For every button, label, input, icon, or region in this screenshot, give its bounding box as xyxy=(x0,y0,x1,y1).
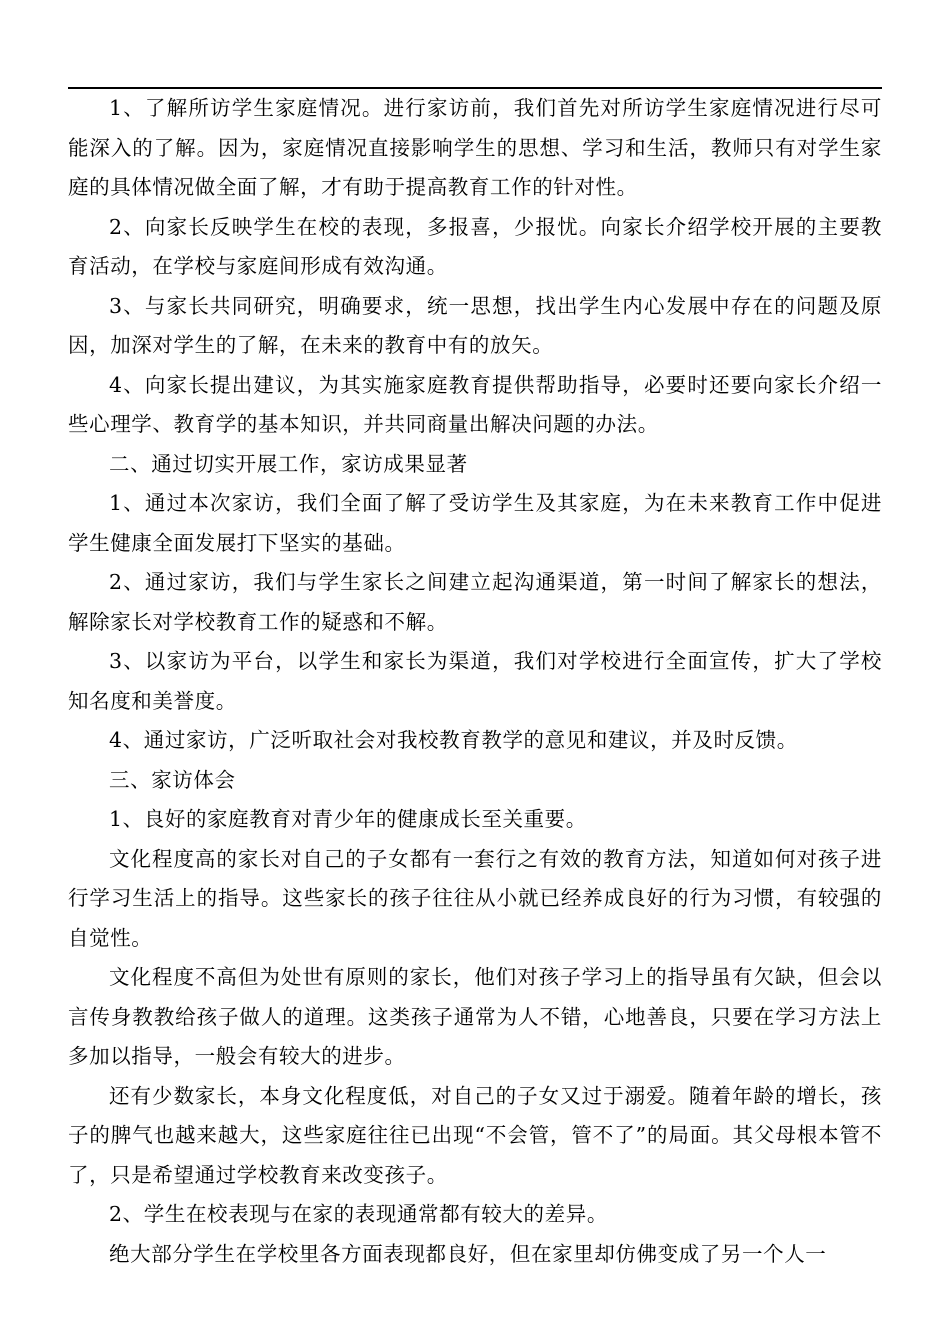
paragraph: 还有少数家长，本身文化程度低，对自己的子女又过于溺爱。随着年龄的增长，孩子的脾气也越来越大，这些家庭往往已出现“不会管，管不了”的局面。其父母根本管不了，只是希望通过学校教育来改变孩子。 xyxy=(68,1083,882,1187)
paragraph: 2、学生在校表现与在家的表现通常都有较大的差异。 xyxy=(109,1202,608,1226)
paragraph: 文化程度高的家长对自己的子女都有一套行之有效的教育方法，知道如何对孩子进行学习生活上的指导。这些家长的孩子往往从小就已经养成良好的行为习惯，有较强的自觉性。 xyxy=(68,846,882,950)
paragraph: 2、向家长反映学生在校的表现，多报喜，少报忧。向家长介绍学校开展的主要教育活动，在学校与家庭间形成有效沟通。 xyxy=(68,214,882,278)
document-body xyxy=(68,89,882,1274)
paragraph: 3、以家访为平台，以学生和家长为渠道，我们对学校进行全面宣传，扩大了学校知名度和美誉度。 xyxy=(68,649,882,713)
section-heading: 三、家访体会 xyxy=(109,767,236,792)
paragraph: 2、通过家访，我们与学生家长之间建立起沟通渠道，第一时间了解家长的想法，解除家长对学校教育工作的疑惑和不解。 xyxy=(68,570,882,634)
paragraph: 4、通过家访，广泛听取社会对我校教育教学的意见和建议，并及时反馈。 xyxy=(109,728,798,752)
section-heading: 二、通过切实开展工作，家访成果显著 xyxy=(109,451,468,476)
paragraph: 4、向家长提出建议，为其实施家庭教育提供帮助指导，必要时还要向家长介绍一些心理学、教育学的基本知识，并共同商量出解决问题的办法。 xyxy=(68,372,882,436)
paragraph: 3、与家长共同研究，明确要求，统一思想，找出学生内心发展中存在的问题及原因，加深对学生的了解，在未来的教育中有的放矢。 xyxy=(68,293,882,357)
paragraph: 1、通过本次家访，我们全面了解了受访学生及其家庭，为在未来教育工作中促进学生健康全面发展打下坚实的基础。 xyxy=(68,491,882,555)
paragraph: 绝大部分学生在学校里各方面表现都良好，但在家里却仿佛变成了另一个人一 xyxy=(109,1241,827,1266)
paragraph: 1、了解所访学生家庭情况。进行家访前，我们首先对所访学生家庭情况进行尽可能深入的了解。因为，家庭情况直接影响学生的思想、学习和生活，教师只有对学生家庭的具体情况做全面了解，才有助于提高教育工作的针对性。 xyxy=(68,96,882,199)
paragraph: 1、良好的家庭教育对青少年的健康成长至关重要。 xyxy=(109,807,587,831)
paragraph: 文化程度不高但为处世有原则的家长，他们对孩子学习上的指导虽有欠缺，但会以言传身教教给孩子做人的道理。这类孩子通常为人不错，心地善良，只要在学习方法上多加以指导，一般会有较大的进步。 xyxy=(68,965,882,1068)
